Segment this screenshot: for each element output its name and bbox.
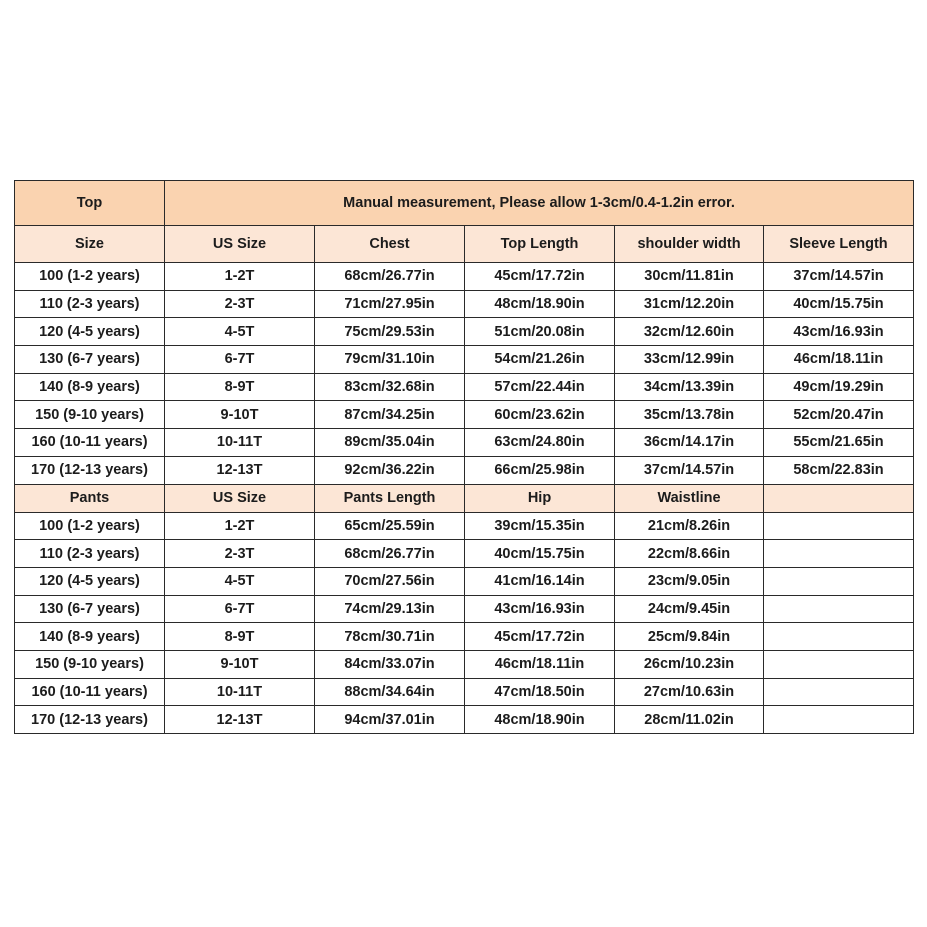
pants-size-row <box>15 567 914 595</box>
top-size-row <box>15 290 914 318</box>
table-cell: 75cm/29.53in <box>315 318 465 346</box>
table-cell: 36cm/14.17in <box>615 429 764 457</box>
pants-size-row <box>15 706 914 734</box>
title-row <box>15 181 914 226</box>
top-size-row <box>15 401 914 429</box>
pants-size-row <box>15 595 914 623</box>
table-cell: 10-11T <box>165 429 315 457</box>
top-title: Top <box>15 181 165 226</box>
column-header: Pants <box>15 484 165 512</box>
column-header: US Size <box>165 484 315 512</box>
table-cell: 12-13T <box>165 456 315 484</box>
table-cell <box>764 540 914 568</box>
table-cell: 46cm/18.11in <box>465 650 615 678</box>
table-cell: 54cm/21.26in <box>465 346 615 374</box>
top-size-row <box>15 429 914 457</box>
table-cell: 150 (9-10 years) <box>15 401 165 429</box>
column-header: Hip <box>465 484 615 512</box>
table-cell: 34cm/13.39in <box>615 373 764 401</box>
table-cell: 26cm/10.23in <box>615 650 764 678</box>
pants-size-row <box>15 512 914 540</box>
table-cell: 92cm/36.22in <box>315 456 465 484</box>
column-header: Waistline <box>615 484 764 512</box>
table-cell: 30cm/11.81in <box>615 263 764 291</box>
pants-size-row <box>15 540 914 568</box>
table-cell: 88cm/34.64in <box>315 678 465 706</box>
table-cell: 4-5T <box>165 567 315 595</box>
table-cell: 170 (12-13 years) <box>15 456 165 484</box>
column-header: US Size <box>165 226 315 263</box>
table-cell: 89cm/35.04in <box>315 429 465 457</box>
column-header: shoulder width <box>615 226 764 263</box>
table-cell: 45cm/17.72in <box>465 263 615 291</box>
table-cell: 8-9T <box>165 623 315 651</box>
table-cell: 27cm/10.63in <box>615 678 764 706</box>
pants-size-row <box>15 678 914 706</box>
table-cell: 41cm/16.14in <box>465 567 615 595</box>
top-size-row <box>15 318 914 346</box>
table-cell: 6-7T <box>165 595 315 623</box>
table-cell <box>764 678 914 706</box>
table-cell: 35cm/13.78in <box>615 401 764 429</box>
table-cell: 43cm/16.93in <box>465 595 615 623</box>
table-cell: 120 (4-5 years) <box>15 567 165 595</box>
table-cell: 110 (2-3 years) <box>15 290 165 318</box>
table-cell: 120 (4-5 years) <box>15 318 165 346</box>
table-cell <box>764 706 914 734</box>
table-cell: 83cm/32.68in <box>315 373 465 401</box>
table-cell: 47cm/18.50in <box>465 678 615 706</box>
table-cell: 78cm/30.71in <box>315 623 465 651</box>
table-cell: 70cm/27.56in <box>315 567 465 595</box>
pants-size-row <box>15 650 914 678</box>
table-cell: 37cm/14.57in <box>764 263 914 291</box>
table-cell: 43cm/16.93in <box>764 318 914 346</box>
table-cell: 87cm/34.25in <box>315 401 465 429</box>
column-header <box>764 484 914 512</box>
table-cell: 31cm/12.20in <box>615 290 764 318</box>
table-cell: 60cm/23.62in <box>465 401 615 429</box>
table-cell: 71cm/27.95in <box>315 290 465 318</box>
table-cell: 1-2T <box>165 263 315 291</box>
table-cell: 68cm/26.77in <box>315 263 465 291</box>
table-cell <box>764 650 914 678</box>
table-cell: 58cm/22.83in <box>764 456 914 484</box>
size-chart-table <box>14 180 914 734</box>
table-cell: 100 (1-2 years) <box>15 512 165 540</box>
table-cell: 22cm/8.66in <box>615 540 764 568</box>
table-cell <box>764 567 914 595</box>
table-cell: 66cm/25.98in <box>465 456 615 484</box>
table-cell: 46cm/18.11in <box>764 346 914 374</box>
table-cell: 79cm/31.10in <box>315 346 465 374</box>
column-header: Top Length <box>465 226 615 263</box>
size-chart-body <box>15 181 914 734</box>
table-cell: 33cm/12.99in <box>615 346 764 374</box>
table-cell: 84cm/33.07in <box>315 650 465 678</box>
table-cell: 160 (10-11 years) <box>15 429 165 457</box>
table-cell: 140 (8-9 years) <box>15 373 165 401</box>
table-cell: 74cm/29.13in <box>315 595 465 623</box>
table-cell: 9-10T <box>165 401 315 429</box>
table-cell: 9-10T <box>165 650 315 678</box>
table-cell: 51cm/20.08in <box>465 318 615 346</box>
table-cell: 48cm/18.90in <box>465 706 615 734</box>
table-cell: 48cm/18.90in <box>465 290 615 318</box>
table-cell: 2-3T <box>165 290 315 318</box>
table-cell: 110 (2-3 years) <box>15 540 165 568</box>
table-cell: 10-11T <box>165 678 315 706</box>
table-cell: 160 (10-11 years) <box>15 678 165 706</box>
table-cell: 63cm/24.80in <box>465 429 615 457</box>
table-cell: 68cm/26.77in <box>315 540 465 568</box>
table-cell <box>764 623 914 651</box>
table-cell: 39cm/15.35in <box>465 512 615 540</box>
table-cell: 130 (6-7 years) <box>15 346 165 374</box>
table-cell: 150 (9-10 years) <box>15 650 165 678</box>
top-size-row <box>15 456 914 484</box>
table-cell: 40cm/15.75in <box>764 290 914 318</box>
table-cell: 37cm/14.57in <box>615 456 764 484</box>
column-header: Sleeve Length <box>764 226 914 263</box>
table-cell: 45cm/17.72in <box>465 623 615 651</box>
table-cell: 130 (6-7 years) <box>15 595 165 623</box>
table-cell: 94cm/37.01in <box>315 706 465 734</box>
top-size-row <box>15 373 914 401</box>
table-cell: 100 (1-2 years) <box>15 263 165 291</box>
top-size-row <box>15 346 914 374</box>
table-cell: 24cm/9.45in <box>615 595 764 623</box>
table-cell: 1-2T <box>165 512 315 540</box>
table-cell: 65cm/25.59in <box>315 512 465 540</box>
table-cell: 12-13T <box>165 706 315 734</box>
table-cell <box>764 595 914 623</box>
table-cell: 23cm/9.05in <box>615 567 764 595</box>
top-size-row <box>15 263 914 291</box>
table-cell: 52cm/20.47in <box>764 401 914 429</box>
table-cell: 55cm/21.65in <box>764 429 914 457</box>
column-header: Chest <box>315 226 465 263</box>
table-cell: 57cm/22.44in <box>465 373 615 401</box>
pants-header-row <box>15 484 914 512</box>
table-cell: 2-3T <box>165 540 315 568</box>
pants-size-row <box>15 623 914 651</box>
measurement-note: Manual measurement, Please allow 1-3cm/0.4-1.2in error. <box>165 181 914 226</box>
table-cell <box>764 512 914 540</box>
table-cell: 25cm/9.84in <box>615 623 764 651</box>
table-cell: 6-7T <box>165 346 315 374</box>
table-cell: 170 (12-13 years) <box>15 706 165 734</box>
table-cell: 32cm/12.60in <box>615 318 764 346</box>
table-cell: 28cm/11.02in <box>615 706 764 734</box>
table-cell: 40cm/15.75in <box>465 540 615 568</box>
column-header: Pants Length <box>315 484 465 512</box>
table-cell: 8-9T <box>165 373 315 401</box>
table-cell: 21cm/8.26in <box>615 512 764 540</box>
table-cell: 140 (8-9 years) <box>15 623 165 651</box>
top-header-row <box>15 226 914 263</box>
column-header: Size <box>15 226 165 263</box>
table-cell: 49cm/19.29in <box>764 373 914 401</box>
table-cell: 4-5T <box>165 318 315 346</box>
